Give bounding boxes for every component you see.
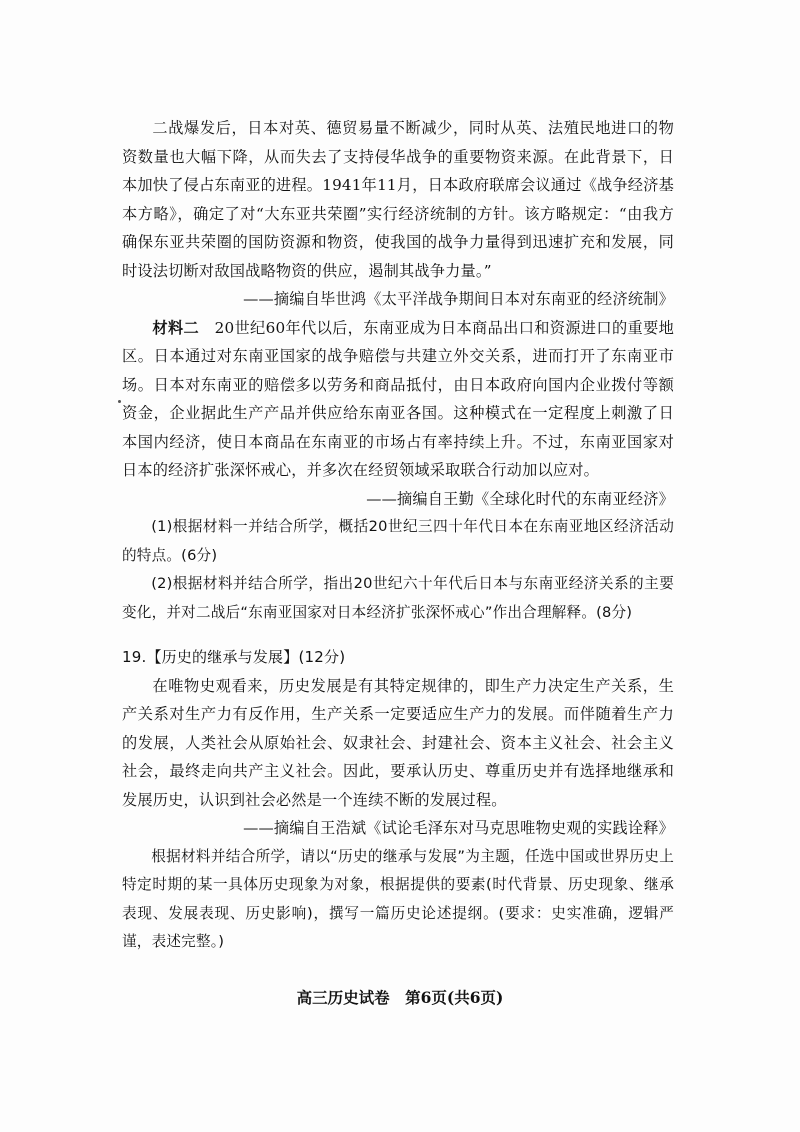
question19-title: 19.【历史的继承与发展】(12分) bbox=[122, 648, 346, 666]
material2-text: 20世纪60年代以后，东南亚成为日本商品出口和资源进口的重要地区。日本通过对东南亚国家的战争赔偿与共建立外交关系，进而打开了东南亚市场。日本对东南亚的赔偿多以劳务和商品抵付，由日本政府向国内企业拨付等额资金，企业据此生产产品并供应给东南亚各国。这种模式在一定程度上刺激了日本国内经济，使日本商品在东南亚的市场占有率持续上升。不过，东南亚国家对日本的经济扩张深怀戒心，并多次在经贸领域采取联合行动加以应对。 bbox=[122, 318, 675, 479]
page-content bbox=[122, 114, 674, 957]
material2-paragraph bbox=[122, 314, 674, 485]
question19-material: 在唯物史观看来，历史发展是有其特定规律的，即生产力决定生产关系，生产关系对生产力有反作用，生产关系一定要适应生产力的发展。而伴随着生产力的发展，人类社会从原始社会、奴隶社会、封建社会、资本主义社会、社会主义社会，最终走向共产主义社会。因此，要承认历史、尊重历史并有选择地继承和发展历史，认识到社会必然是一个连续不断的发展过程。 bbox=[122, 676, 674, 809]
question19-prompt: 根据材料并结合所学，请以“历史的继承与发展”为主题，任选中国或世界历史上特定时期的某一具体历史现象为对象，根据提供的要素(时代背景、历史现象、继承表现、发展表现、历史影响)，撰写一篇历史论述提纲。(要求：史实准确，逻辑严谨，表述完整。) bbox=[122, 847, 674, 950]
page-footer: 高三历史试卷 第6页(共6页) bbox=[296, 988, 504, 1007]
question18-part1: (1)根据材料一并结合所学，概括20世纪三四十年代日本在东南亚地区经济活动的特点。(6分) bbox=[122, 518, 674, 564]
material2-label: 材料二 bbox=[152, 318, 200, 337]
material1-source: ——摘编自毕世鸿《太平洋战争期间日本对东南亚的经济统制》 bbox=[243, 290, 674, 308]
question19-source: ——摘编自王浩斌《试论毛泽东对马克思唯物史观的实践诠释》 bbox=[243, 819, 674, 837]
scan-speck bbox=[118, 400, 121, 403]
material1-continuation-text: 二战爆发后，日本对英、德贸易量不断减少，同时从英、法殖民地进口的物资数量也大幅下降，从而失去了支持侵华战争的重要物资来源。在此背景下，日本加快了侵占东南亚的进程。1941年11月，日本政府联席会议通过《战争经济基本方略》，确定了对“大东亚共荣圈”实行经济统制的方针。该方略规定：“由我方确保东亚共荣圈的国防资源和物资，使我国的战争力量得到迅速扩充和发展，同时设法切断对敌国战略物资的供应，遏制其战争力量。” bbox=[122, 119, 674, 280]
question18-part2: (2)根据材料并结合所学，指出20世纪六十年代后日本与东南亚经济关系的主要变化，并对二战后“东南亚国家对日本经济扩张深怀戒心”作出合理解释。(8分) bbox=[122, 575, 674, 621]
material2-source: ——摘编自王勤《全球化时代的东南亚经济》 bbox=[366, 489, 674, 508]
